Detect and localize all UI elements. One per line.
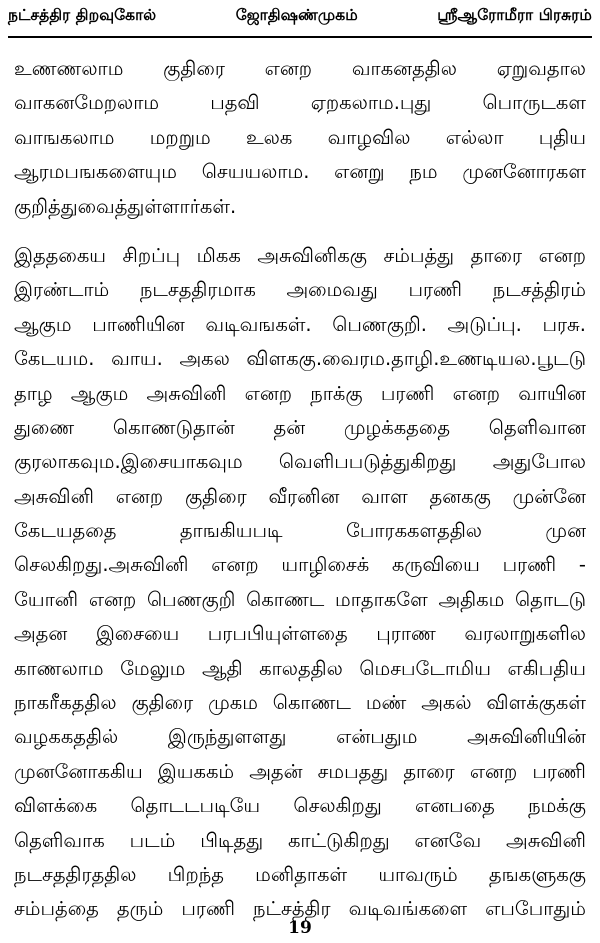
word: அகல் [421, 691, 472, 715]
word: - [578, 553, 586, 577]
word: அதுபோல [492, 450, 586, 474]
word: அடுப்பு. [447, 312, 522, 336]
word: தொடடு [514, 587, 586, 611]
text-line [14, 239, 586, 273]
text-line [14, 617, 586, 651]
text-line [14, 548, 586, 582]
word: விளக்கை [14, 794, 98, 818]
word: முனனோககிய [14, 759, 143, 783]
word: தனககு [429, 484, 491, 508]
word: அசுவினிககு [257, 243, 367, 267]
word: பரணி [502, 553, 557, 577]
word: உலக [245, 125, 293, 149]
word: அகல [179, 347, 230, 371]
word: பரபபியுள்ளதை [207, 622, 348, 646]
word: தாரை [403, 759, 455, 783]
word: மெசபடோமிய [359, 656, 492, 680]
word: சம்பத்தை [14, 897, 99, 921]
word: கருவியை [391, 553, 480, 577]
word: போரககளததில [345, 519, 482, 543]
word: அசுவினி [506, 828, 586, 852]
word: விளககு.வைரம.தாழி.உணடியல.பூடடு [246, 347, 586, 371]
word: தஙகளுககு [488, 862, 586, 886]
word: கேடயம. [14, 347, 95, 371]
word: இரண்டாம் [14, 278, 110, 302]
word: வெளிபபடுத்துகிறது [278, 450, 457, 474]
word: குதிரை [184, 484, 247, 508]
word: செயயலாம. [201, 160, 310, 184]
word: நாக்கு [310, 381, 363, 405]
word: எனற [115, 484, 164, 508]
word: படம் [129, 828, 176, 852]
word: தரும் [116, 897, 164, 921]
word: மேலும [120, 656, 186, 680]
running-header [8, 6, 592, 26]
word: வாழவில [327, 125, 411, 149]
word: யாவரும் [378, 862, 458, 886]
word: தெளிவான [488, 415, 586, 439]
word: எனற [264, 57, 313, 80]
word: ஆகும [14, 312, 72, 336]
word: கொணடுதான் [112, 415, 235, 439]
word: ஆகும [70, 381, 129, 405]
paragraph [14, 52, 586, 224]
word: எனற [211, 553, 259, 577]
text-line [14, 377, 586, 411]
text-line [14, 720, 586, 754]
word: வாள [361, 484, 408, 508]
word: மனிதாகள் [255, 862, 348, 886]
text-line [14, 583, 586, 617]
word: குதிரை [163, 57, 225, 80]
word: பிறந்த [167, 862, 224, 886]
text-line: குறித்துவைத்துள்ளார்கள். [14, 194, 237, 218]
text-line [14, 789, 586, 823]
word: நாகரீகததில [14, 691, 117, 715]
word: வாயின [518, 381, 586, 405]
word: மண் [365, 691, 407, 715]
text-line [14, 411, 586, 445]
word: இசையை [95, 622, 180, 646]
text-line [14, 652, 586, 686]
text-line [14, 686, 586, 720]
word: கொணட [272, 691, 351, 715]
word: எபபோதும் [485, 897, 586, 921]
word: தாழ [14, 381, 53, 405]
header-rule [8, 36, 592, 38]
text-line [14, 52, 586, 86]
word: ஏறகலாம.புது [310, 91, 432, 115]
word: நட்சத்திர [253, 897, 331, 921]
word: செலகிறது.அசுவினி [14, 553, 189, 577]
text-line [14, 480, 586, 514]
word: எனற [452, 381, 500, 405]
word: தொடடபடியே [130, 794, 261, 818]
word: அசுவினியின் [467, 725, 586, 749]
word: நம [409, 160, 438, 184]
word: வாகனமேறலாம [14, 91, 160, 115]
word: இததகைய [14, 243, 107, 267]
word: தெளிவாக [14, 828, 105, 852]
word: ஆதி [201, 656, 243, 680]
word: எகிபதிய [507, 656, 586, 680]
text-line [14, 86, 586, 120]
word: அசுவினி [14, 484, 94, 508]
word: பரணி [408, 278, 463, 302]
word: குரலாகவும.இசையாகவும [14, 450, 243, 474]
word: புதிய [538, 125, 586, 149]
word: மறறும [149, 125, 211, 149]
word: கொணட [246, 587, 325, 611]
text-line [14, 858, 586, 892]
paragraph [14, 239, 586, 927]
word: அதிகம [438, 587, 505, 611]
word: பரணி [181, 897, 235, 921]
word: அதன் [249, 759, 303, 783]
header-publisher: ஸ்ரீஆரோமீரா பிரசுரம் [437, 6, 592, 24]
word: உணணலாம [14, 57, 124, 80]
word: தாஙகியபடி [179, 519, 283, 543]
word: விளக்குகள் [486, 691, 586, 715]
header-book-title: நட்சத்திர திறவுகோல் [8, 6, 157, 24]
text-line [14, 273, 586, 307]
word: முன [545, 519, 586, 543]
word: எனற [469, 759, 518, 783]
word: தன் [273, 415, 306, 439]
word: குதிரை [131, 691, 194, 715]
word: செலகிறது [293, 794, 382, 818]
word: வடிவஙகள். [205, 312, 312, 336]
word: எல்லா [445, 125, 504, 149]
word: இயககம் [157, 759, 235, 783]
word: நமக்கு [528, 794, 586, 818]
word: பரசு. [542, 312, 586, 336]
word: பெணகுறி. [332, 312, 427, 336]
word: எனற [538, 243, 586, 267]
word: நடசததிரததில [14, 862, 137, 886]
word: எனற [88, 587, 137, 611]
word: கேடயததை [14, 519, 117, 543]
word: அமைவது [286, 278, 378, 302]
word: மிகக [196, 243, 241, 267]
word: பிடிதது [200, 828, 264, 852]
word: எனற [244, 381, 293, 405]
word: வரலாறுகளில [464, 622, 586, 646]
word: புராண [376, 622, 436, 646]
text-line [14, 342, 586, 376]
word: காணலாம [14, 656, 104, 680]
word: முகம [208, 691, 258, 715]
text-line [14, 755, 586, 789]
word: அதன [14, 622, 68, 646]
text-line [14, 824, 586, 858]
text-line [14, 308, 586, 342]
word: வாய. [111, 347, 163, 371]
word: பரணி [380, 381, 435, 405]
word: எனவே [414, 828, 482, 852]
word: பரணி [532, 759, 586, 783]
word: வாகனததில [351, 57, 457, 80]
word: பதவி [210, 91, 260, 115]
body-text [14, 52, 586, 927]
word: வாஙகலாம [14, 125, 115, 149]
word: வடிவங்களை [348, 897, 468, 921]
text-line [14, 121, 586, 155]
word: முழக்கததை [343, 415, 451, 439]
word: காலததில [259, 656, 343, 680]
word: நடசத்திரம் [492, 278, 586, 302]
word: சமபதது [317, 759, 389, 783]
word: வீரனின [268, 484, 340, 508]
word: முனனோரகள [462, 160, 586, 184]
word: இருந்துளளது [167, 725, 287, 749]
word: பொருடகள [482, 91, 586, 115]
page-number: 19 [288, 918, 312, 938]
word: என்பதும [336, 725, 418, 749]
word: பெணகுறி [146, 587, 236, 611]
word: சிறப்பு [122, 243, 181, 267]
word: துணை [14, 415, 75, 439]
text-line [14, 445, 586, 479]
word: சம்பத்து [383, 243, 455, 267]
word: காட்டுகிறது [287, 828, 390, 852]
word: யோனி [14, 587, 79, 611]
word: எனபதை [415, 794, 495, 818]
word: மாதாகளே [335, 587, 428, 611]
word: அசுவினி [146, 381, 227, 405]
word: பாணியின [92, 312, 185, 336]
word: தாரை [470, 243, 523, 267]
word: முன்னே [512, 484, 586, 508]
word: யாழிசைக் [281, 553, 370, 577]
word: ஏறுவதால [496, 57, 586, 80]
word: ஆரமபஙகளையும [14, 160, 177, 184]
word: எனறு [334, 160, 385, 184]
word: நடசததிரமாக [139, 278, 256, 302]
word: வழககததில் [14, 725, 119, 749]
text-line [14, 514, 586, 548]
header-author: ஜோதிஷண்முகம் [235, 6, 358, 24]
text-line [14, 155, 586, 189]
